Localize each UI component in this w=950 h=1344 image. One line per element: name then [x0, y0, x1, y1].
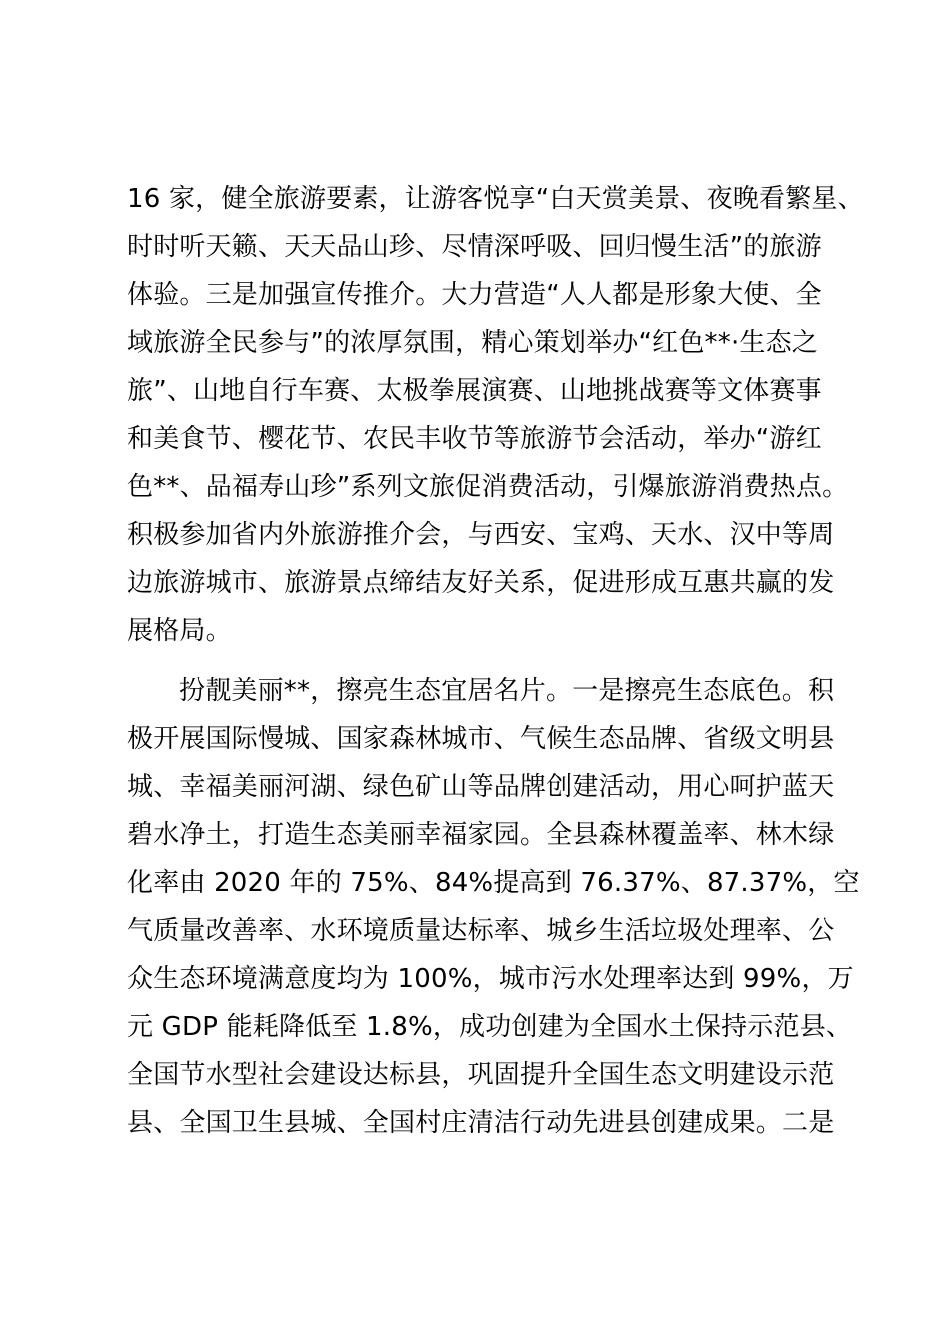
- text-line: 气质量改善率、水环境质量达标率、城乡生活垃圾处理率、公: [127, 916, 835, 946]
- text-line: 时时听天籁、天天品山珍、尽情深呼吸、回归慢生活”的旅游: [127, 232, 822, 262]
- text-line: 极开展国际慢城、国家森林城市、气候生态品牌、省级文明县: [127, 724, 835, 754]
- text-line: 边旅游城市、旅游景点缔结友好关系，促进形成互惠共赢的发: [127, 568, 835, 598]
- text-line: 元 GDP 能耗降低至 1.8%，成功创建为全国水土保持示范县、: [127, 1012, 853, 1042]
- text-line: 碧水净土，打造生态美丽幸福家园。全县森林覆盖率、林木绿: [127, 820, 835, 850]
- text-line: 域旅游全民参与”的浓厚氛围，精心策划举办“红色**·生态之: [127, 328, 819, 358]
- text-line: 积极参加省内外旅游推介会，与西安、宝鸡、天水、汉中等周: [127, 520, 835, 550]
- text-line: 体验。三是加强宣传推介。大力营造“人人都是形象大使、全: [127, 280, 822, 310]
- text-line: 旅”、山地自行车赛、太极拳展演赛、山地挑战赛等文体赛事: [127, 376, 822, 406]
- text-line: 城、幸福美丽河湖、绿色矿山等品牌创建活动，用心呵护蓝天: [127, 772, 835, 802]
- text-line: 16 家，健全旅游要素，让游客悦享“白天赏美景、夜晚看繁星、: [127, 184, 864, 214]
- text-line: 全国节水型社会建设达标县，巩固提升全国生态文明建设示范: [127, 1060, 835, 1090]
- text-line: 展格局。: [127, 616, 232, 646]
- paragraph-first-line: 扮靓美丽**，擦亮生态宜居名片。一是擦亮生态底色。积: [179, 676, 835, 706]
- text-line: 和美食节、樱花节、农民丰收节等旅游节会活动，举办“游红: [127, 424, 822, 454]
- text-line: 色**、品福寿山珍”系列文旅促消费活动，引爆旅游消费热点。: [127, 472, 849, 502]
- text-line: 县、全国卫生县城、全国村庄清洁行动先进县创建成果。二是: [127, 1108, 835, 1138]
- text-line: 化率由 2020 年的 75%、84%提高到 76.37%、87.37%，空: [127, 868, 860, 898]
- text-line: 众生态环境满意度均为 100%，城市污水处理率达到 99%，万: [127, 964, 854, 994]
